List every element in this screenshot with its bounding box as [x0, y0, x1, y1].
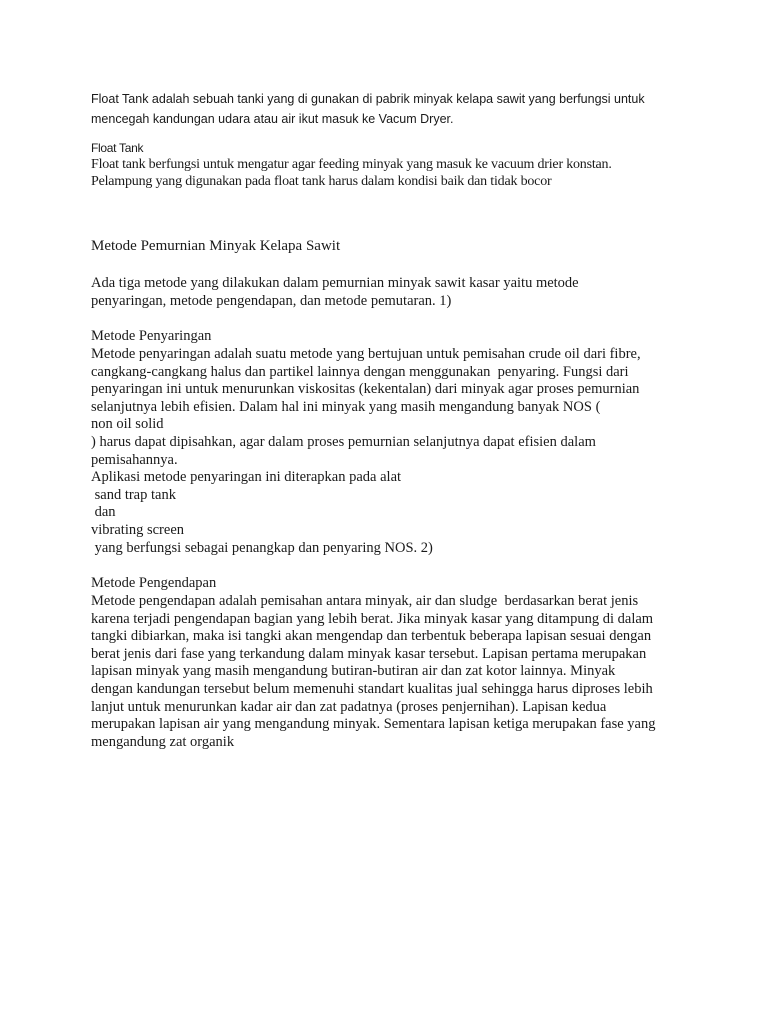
- intro-line: mencegah kandungan udara atau air ikut masuk ke Vacum Dryer.: [91, 112, 454, 126]
- intro-paragraph: [91, 89, 645, 129]
- penyaringan-heading: Metode Penyaringan: [91, 328, 212, 344]
- float-tank-line: Pelampung yang digunakan pada float tank harus dalam kondisi baik dan tidak bocor: [91, 174, 552, 189]
- pengendapan-heading: Metode Pengendapan: [91, 575, 217, 591]
- pengendapan-line: tangki dibiarkan, maka isi tangki akan mengendap dan terbentuk beberapa lapisan sesuai dengan: [91, 628, 652, 645]
- penyaringan-line: Aplikasi metode penyaringan ini diterapkan pada alat: [91, 469, 402, 486]
- penyaringan-line: penyaringan ini untuk menurunkan viskositas (kekentalan) dari minyak agar proses pemurnian: [91, 381, 640, 398]
- penyaringan-paragraph: [91, 346, 641, 557]
- overview-line: penyaringan, metode pengendapan, dan metode pemutaran. 1): [91, 292, 452, 309]
- penyaringan-line: non oil solid: [91, 416, 164, 433]
- overview-paragraph: [91, 275, 579, 310]
- pengendapan-line: lanjut untuk menurunkan kadar air dan zat padatnya (proses penjernihan). Lapisan kedua: [91, 698, 607, 715]
- section-title: Metode Pemurnian Minyak Kelapa Sawit: [91, 238, 341, 254]
- pengendapan-line: karena terjadi pengendapan bagian yang lebih berat. Jika minyak kasar yang ditampung di dalam: [91, 610, 654, 627]
- pengendapan-line: Metode pengendapan adalah pemisahan antara minyak, air dan sludge berdasarkan berat jenis: [91, 593, 639, 609]
- penyaringan-line: dan: [91, 504, 116, 521]
- penyaringan-line: vibrating screen: [91, 521, 185, 538]
- pengendapan-line: merupakan lapisan air yang mengandung minyak. Sementara lapisan ketiga merupakan fase yang: [91, 716, 656, 733]
- penyaringan-line: sand trap tank: [91, 486, 176, 503]
- float-tank-heading: Float Tank: [91, 141, 144, 155]
- overview-line: Ada tiga metode yang dilakukan dalam pemurnian minyak sawit kasar yaitu metode: [91, 275, 579, 291]
- pengendapan-line: lapisan minyak yang masih mengandung butiran-butiran air dan zat kotor lainnya. Minyak: [91, 663, 616, 680]
- penyaringan-line: selanjutnya lebih efisien. Dalam hal ini minyak yang masih mengandung banyak NOS (: [91, 398, 601, 415]
- penyaringan-line: Metode penyaringan adalah suatu metode yang bertujuan untuk pemisahan crude oil dari fibre,: [91, 346, 641, 362]
- float-tank-paragraph: [91, 156, 612, 190]
- pengendapan-line: mengandung zat organik: [91, 733, 235, 750]
- penyaringan-line: cangkang-cangkang halus dan partikel lainnya dengan menggunakan penyaring. Fungsi dari: [91, 363, 629, 380]
- float-tank-line: Float tank berfungsi untuk mengatur agar feeding minyak yang masuk ke vacuum drier konstan.: [91, 157, 612, 172]
- intro-line: Float Tank adalah sebuah tanki yang di gunakan di pabrik minyak kelapa sawit yang berfungsi untuk: [91, 92, 645, 106]
- penyaringan-line: ) harus dapat dipisahkan, agar dalam proses pemurnian selanjutnya dapat efisien dalam: [91, 433, 596, 450]
- penyaringan-line: yang berfungsi sebagai penangkap dan penyaring NOS. 2): [91, 539, 433, 556]
- penyaringan-line: pemisahannya.: [91, 451, 178, 468]
- pengendapan-line: berat jenis dari fase yang terkandung dalam minyak kasar tersebut. Lapisan pertama merupakan: [91, 645, 647, 662]
- pengendapan-line: dengan kandungan tersebut belum memenuhi standart kualitas jual sehingga harus diproses lebih: [91, 680, 653, 697]
- pengendapan-paragraph: [91, 593, 656, 751]
